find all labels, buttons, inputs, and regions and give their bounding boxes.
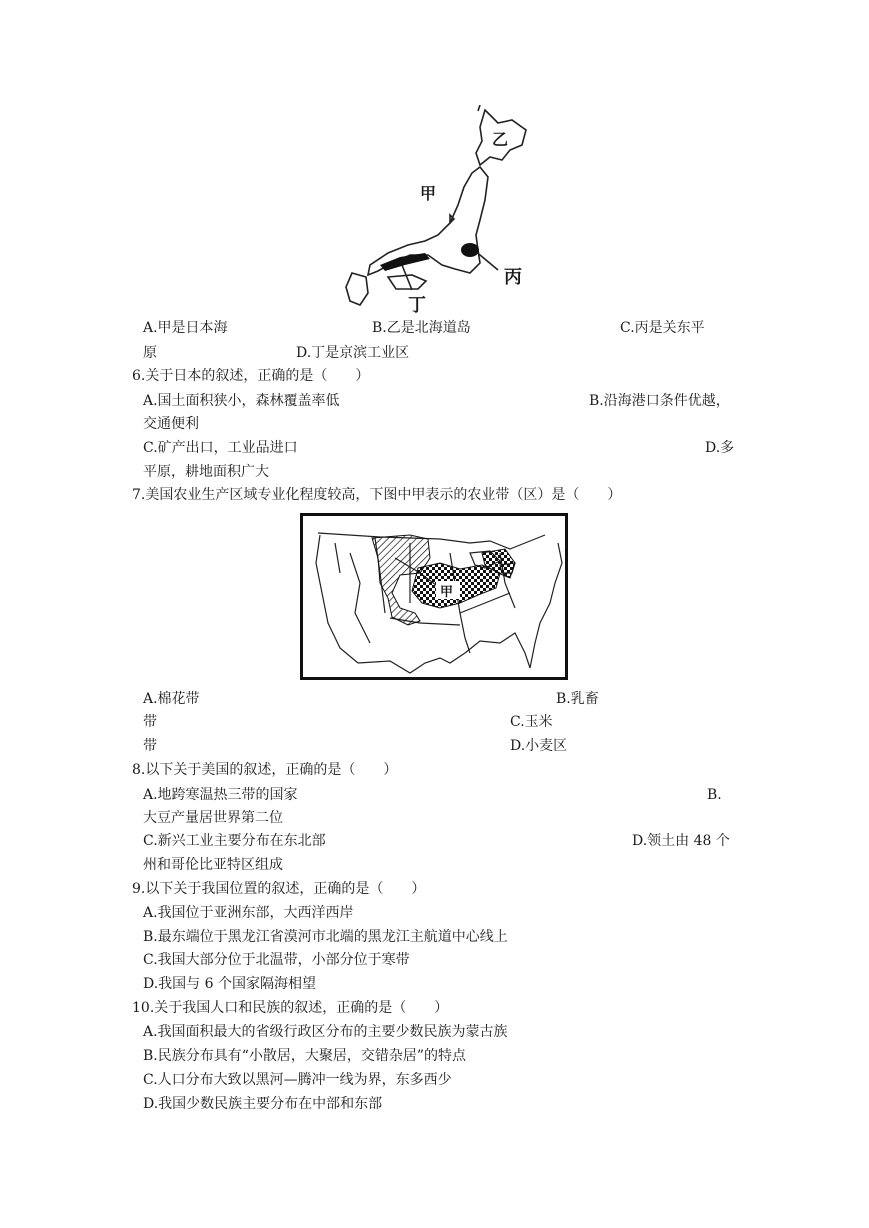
q7-option-d: D.小麦区 — [510, 738, 568, 754]
map-label-jia: 甲 — [420, 184, 437, 203]
q10-option-c: C.人口分布大致以黑河—腾冲一线为界，东多西少 — [143, 1072, 452, 1088]
q9-stem: 9.以下关于我国位置的叙述，正确的是（ ） — [132, 881, 426, 897]
q8-stem: 8.以下关于美国的叙述，正确的是（ ） — [132, 762, 398, 778]
q8-option-c: C.新兴工业主要分布在东北部 — [143, 833, 326, 849]
q7-option-c-cont: 带 — [143, 738, 157, 754]
q5-option-b: B.乙是北海道岛 — [372, 320, 471, 336]
q6-stem: 6.关于日本的叙述，正确的是（ ） — [132, 368, 370, 384]
q9-option-d: D.我国与 6 个国家隔海相望 — [143, 976, 316, 992]
q10-stem: 10.关于我国人口和民族的叙述，正确的是（ ） — [132, 1000, 449, 1016]
q9-option-b: B.最东端位于黑龙江省漠河市北端的黑龙江主航道中心线上 — [143, 929, 508, 945]
q7-option-b: B.乳畜 — [556, 691, 599, 707]
industrial-belt-mark — [380, 253, 430, 271]
usa-map — [300, 513, 568, 680]
kyushu-outline — [346, 273, 368, 305]
q6-option-b-cont: 交通便利 — [143, 416, 199, 432]
q6-option-d: D.多 — [705, 440, 735, 456]
q6-option-c: C.矿产出口，工业品进口 — [143, 440, 298, 456]
q7-stem: 7.美国农业生产区域专业化程度较高，下图中甲表示的农业带（区）是（ ） — [132, 487, 622, 503]
q9-option-c: C.我国大部分位于北温带，小部分位于寒带 — [143, 952, 410, 968]
q8-option-d-cont: 州和哥伦比亚特区组成 — [143, 857, 283, 873]
q9-option-a: A.我国位于亚洲东部，大西洋西岸 — [143, 905, 354, 921]
japan-map-figure — [330, 105, 550, 315]
pointer-ding — [402, 265, 412, 290]
q6-option-b: B.沿海港口条件优越， — [589, 393, 730, 409]
q7-option-b-cont: 带 — [143, 714, 157, 730]
map-label-yi: 乙 — [492, 130, 509, 149]
q8-option-b-cont: 大豆产量居世界第二位 — [143, 810, 283, 826]
map-label-ding: 丁 — [408, 295, 426, 316]
q6-option-d-cont: 平原，耕地面积广大 — [143, 464, 269, 480]
q10-option-a: A.我国面积最大的省级行政区分布的主要少数民族为蒙古族 — [143, 1024, 508, 1040]
q7-option-c: C.玉米 — [510, 714, 553, 730]
usa-map-figure — [300, 513, 568, 680]
q7-option-a: A.棉花带 — [143, 691, 200, 707]
q5-option-c: C.丙是关东平 — [620, 320, 705, 336]
sakhalin-hint — [478, 105, 480, 111]
map-label-bing: 丙 — [504, 267, 522, 288]
q8-option-d: D.领土由 48 个 — [632, 833, 730, 849]
q10-option-b: B.民族分布具有“小散居，大聚居，交错杂居”的特点 — [143, 1048, 467, 1064]
q5-option-c-cont: 原 — [143, 345, 157, 361]
q5-option-d: D.丁是京滨工业区 — [296, 345, 410, 361]
kanto-region-mark — [461, 243, 479, 257]
q8-option-b: B. — [707, 787, 722, 803]
q6-option-a: A.国土面积狭小，森林覆盖率低 — [143, 393, 340, 409]
q8-option-a: A.地跨寒温热三带的国家 — [143, 787, 298, 803]
usa-map-label-jia: 甲 — [440, 585, 454, 600]
q5-option-a: A.甲是日本海 — [143, 320, 228, 336]
q10-option-d: D.我国少数民族主要分布在中部和东部 — [143, 1096, 383, 1112]
